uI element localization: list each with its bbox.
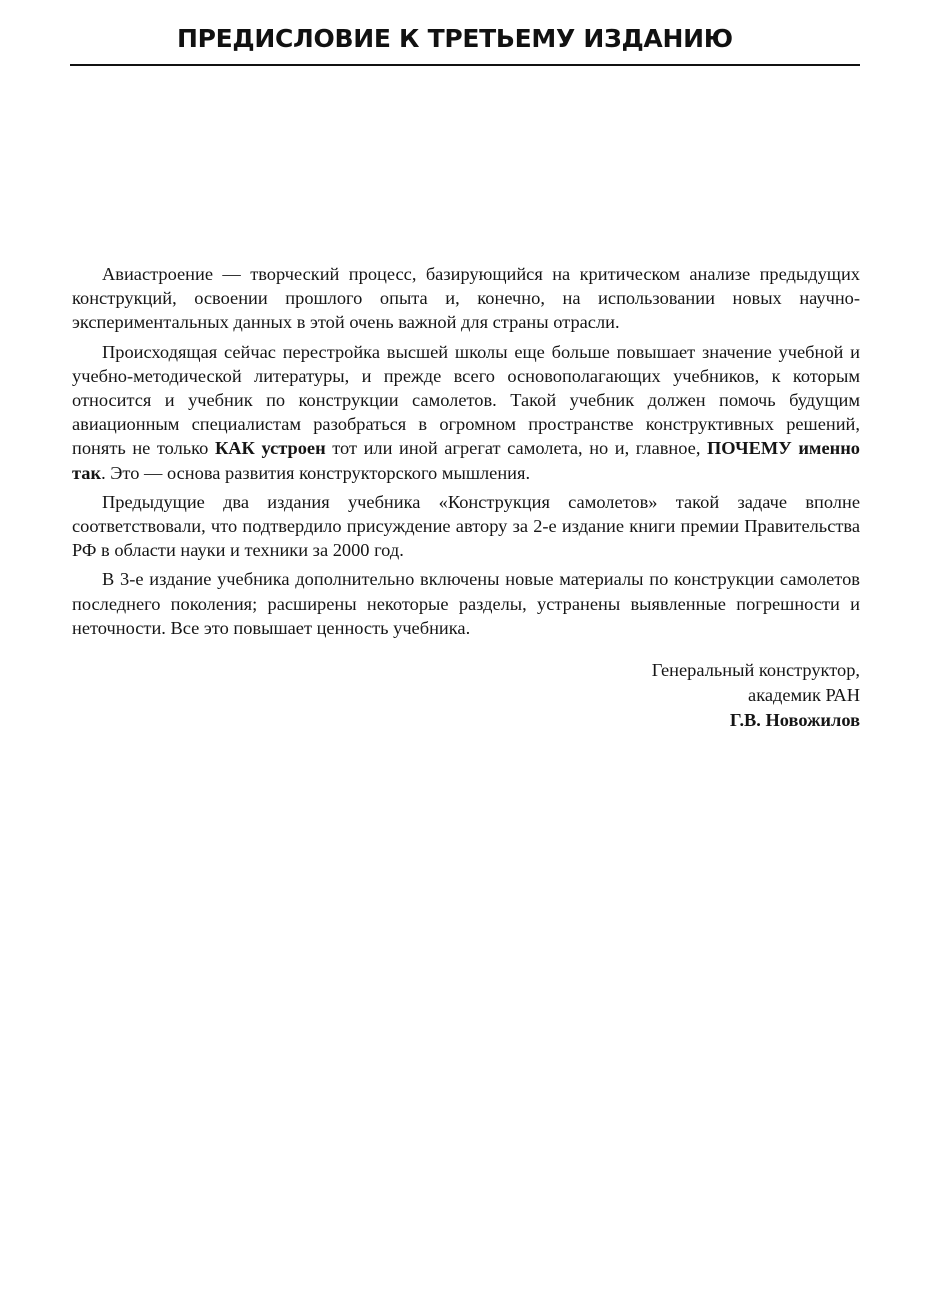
emphasis-why: ПОЧЕМУ именно так [72, 438, 860, 483]
page-header [70, 22, 860, 66]
paragraph-1: Авиастроение — творческий процесс, базирующийся на критическом анализе предыдущих конструкций, освоении прошлого опыта и, конечно, на использовании новых научно-экспериментальных данных в этой очень важной для страны отрасли. [72, 264, 860, 333]
foreword-body [72, 262, 860, 645]
signature-title: академик РАН [748, 685, 860, 705]
paragraph-2-part-2: тот или иной агрегат самолета, но и, главное, [325, 438, 707, 459]
paragraph-4: В 3-е издание учебника дополнительно включены новые материалы по конструкции самолетов последнего поколения; расширены некоторые разделы, устранены выявленные погрешности и неточности. Все это повышает ценность учебника. [72, 569, 860, 638]
page-title: ПРЕДИСЛОВИЕ К ТРЕТЬЕМУ ИЗДАНИЮ [177, 24, 733, 53]
header-rule [70, 64, 860, 66]
signature-block [652, 658, 860, 733]
paragraph-3: Предыдущие два издания учебника «Конструкция самолетов» такой задаче вполне соответствовали, что подтвердило присуждение автору за 2-е издание книги премии Правительства РФ в области науки и техники за 2000 год. [72, 491, 860, 561]
paragraph-2-part-1: Происходящая сейчас перестройка высшей школы еще больше повышает значение учебной и учебно-методической литературы, и прежде всего основополагающих учебников, к которым относится и учебник по конструкции самолетов. Такой учебник должен помочь будущим авиационным специалистам разобраться в огромном пространстве конструктивных решений, понять не только [72, 341, 860, 459]
paragraph-2 [72, 340, 860, 485]
signature-position: Генеральный конструктор, [651, 660, 860, 680]
emphasis-how: КАК устроен [214, 438, 326, 459]
paragraph-2-part-3: . Это — основа развития конструкторского мышления. [101, 462, 531, 483]
signature-name: Г.В. Новожилов [729, 710, 860, 730]
